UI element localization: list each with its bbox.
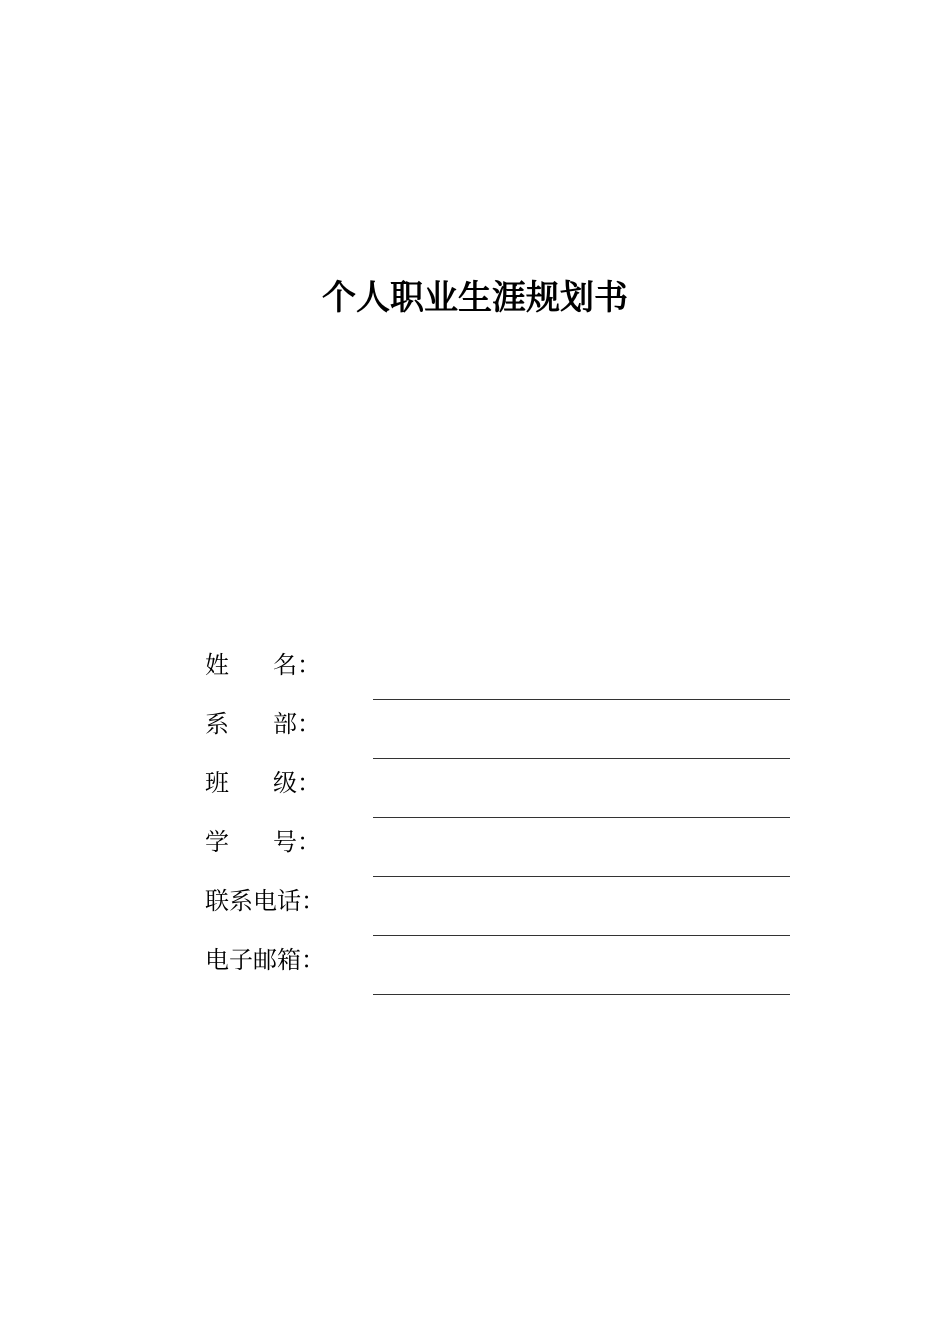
email-label: 电子邮箱： — [205, 946, 325, 974]
student-id-label — [205, 825, 330, 859]
student-id-field[interactable] — [373, 876, 790, 877]
class-label-part-2: 级： — [273, 769, 321, 797]
name-label-part-2: 名： — [273, 651, 321, 679]
class-label — [205, 766, 330, 800]
phone-field[interactable] — [373, 935, 790, 936]
name-label-part-1: 姓 — [205, 651, 229, 679]
student-id-label-part-1: 学 — [205, 828, 229, 856]
email-field[interactable] — [373, 994, 790, 995]
department-label-part-1: 系 — [205, 710, 229, 738]
name-field[interactable] — [373, 699, 790, 700]
department-label — [205, 707, 330, 741]
department-field[interactable] — [373, 758, 790, 759]
student-id-label-part-2: 号： — [273, 828, 321, 856]
class-label-part-1: 班 — [205, 769, 229, 797]
phone-label: 联系电话： — [205, 887, 325, 915]
name-label — [205, 648, 330, 682]
department-label-part-2: 部： — [273, 710, 321, 738]
page-title: 个人职业生涯规划书 — [322, 278, 628, 318]
class-field[interactable] — [373, 817, 790, 818]
